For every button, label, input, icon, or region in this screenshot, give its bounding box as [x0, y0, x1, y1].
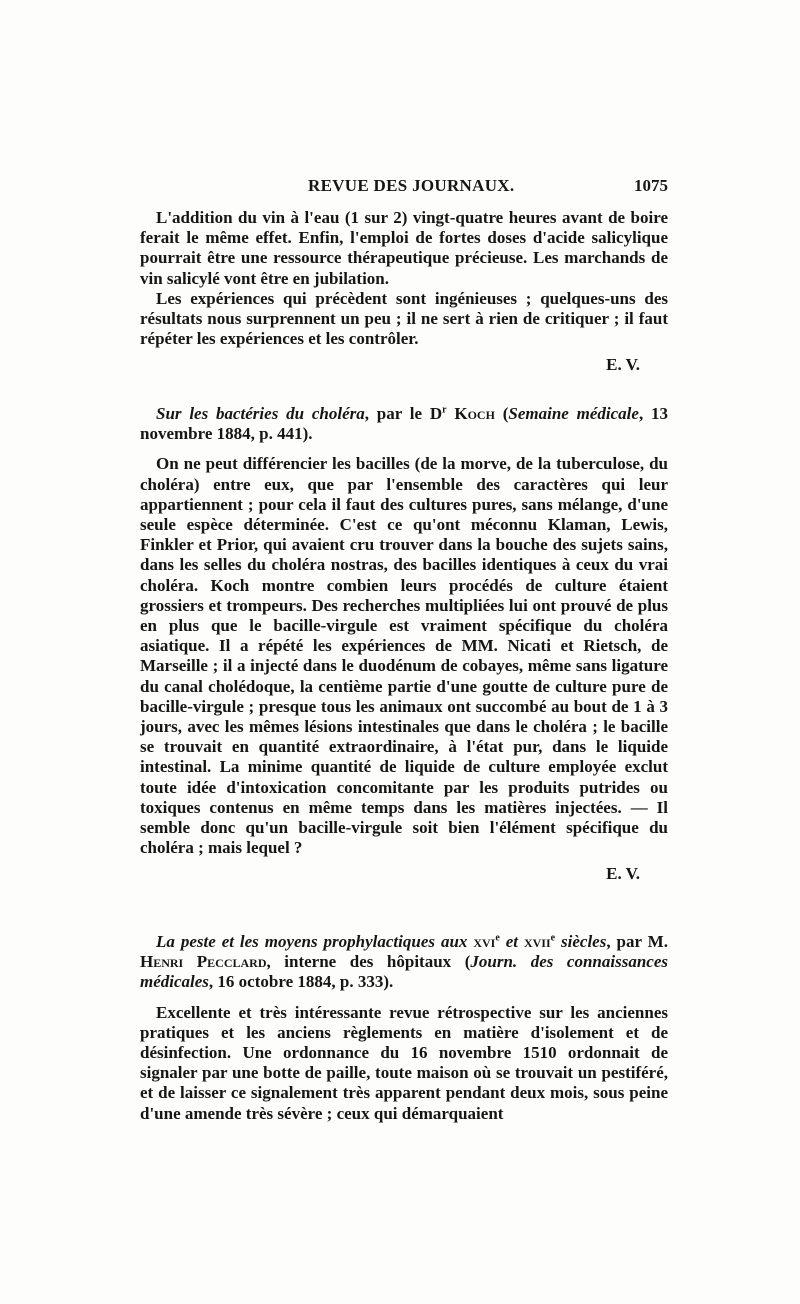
article-bacteries-cholera: [140, 404, 668, 885]
title-journal: Journ. des connaissances médicales: [140, 952, 668, 992]
title-sup-1: e: [495, 932, 500, 944]
title-author: Henri Pecclard: [140, 952, 267, 972]
title-by: , par M.: [606, 932, 668, 951]
title-sup-2: e: [550, 932, 556, 944]
title-by: , par le D: [364, 404, 443, 423]
page-header: [140, 176, 668, 200]
title-rest: , 13 novembre 1884, p. 441).: [140, 404, 668, 444]
article-peste: [140, 932, 668, 1124]
title-main: La peste et les moyens prophylactiques aux: [156, 932, 474, 951]
continued-article: [140, 208, 668, 376]
running-title: REVUE DES JOURNAUX.: [308, 176, 515, 195]
title-author: Koch: [446, 404, 495, 423]
paragraph: Les expériences qui précèdent sont ingénieuses ; quelques-uns des résultats nous surprennent un peu ; il ne sert à rien de critiquer ; il faut répéter les expériences et les contrôler.: [140, 288, 668, 349]
article-body: On ne peut différencier les bacilles (de la morve, de la tuberculose, du choléra) entre eux, que par l'ensemble des caractères qui leur appartiennent ; pour cela il faut des cultures pures, sans mélange, d'une seule espèce déterminée. C'est ce qu'ont méconnu Klaman, Lewis, Finkler et Prior, qui avaient cru trouver dans la bouche des sujets sains, dans les selles du choléra nostras, des bacilles identiques à ceux du vrai choléra. Koch montre combien leurs procédés de culture étaient grossiers et trompeurs. Des recherches multipliées lui ont prouvé de plus en plus que le bacille-virgule est vraiment spécifique du choléra asiatique. Il a répété les expériences de MM. Nicati et Rietsch, de Marseille ; il a injecté dans le duodénum de cobayes, même sans ligature du canal cholédoque, la centième partie d'une goutte de culture pure de bacille-virgule ; presque tous les animaux ont succombé au bout de 1 à 3 jours, avec les mêmes lésions intestinales que dans le choléra ; le bacille se trouvait en quantité extraordinaire, à l'état pur, dans le liquide intestinal. La minime quantité de liquide de culture employée exclut toute idée d'intoxication concomitante par les produits putrides ou toxiques contenus en même temps dans les matières injectées. — Il semble donc qu'un bacille-virgule soit bien l'élément spécifique du choléra ; mais lequel ?: [140, 454, 668, 858]
title-rest: , 16 octobre 1884, p. 333).: [208, 972, 394, 992]
title-century-1: xvi: [473, 932, 496, 951]
title-sup: r: [442, 404, 447, 416]
title-open: (: [494, 404, 509, 423]
paragraph: L'addition du vin à l'eau (1 sur 2) vingt-quatre heures avant de boire ferait le même effet. Enfin, l'emploi de fortes doses d'acide salicylique pourrait être une ressource thérapeutique précieuse. Les marchands de vin salicylé vont être en jubilation.: [140, 208, 668, 288]
article-title: [140, 404, 668, 444]
signature: E. V.: [606, 864, 640, 884]
title-century-2: xvii: [523, 932, 551, 951]
page-number: 1075: [634, 176, 668, 195]
title-et: et: [499, 932, 524, 951]
article-title: [140, 932, 668, 993]
title-journal: Semaine médicale: [508, 404, 639, 423]
article-body: Excellente et très intéressante revue rétrospective sur les anciennes pratiques et les anciens règlements en matière d'isolement et de désinfection. Une ordonnance du 16 novembre 1510 ordonnait de signaler par une botte de paille, toute maison où se trouvait un pestiféré, et de laisser ce signalement très apparent pendant deux mois, sous peine d'une amende très sévère ; ceux qui démarquaient: [140, 1002, 668, 1123]
title-main: Sur les bactéries du choléra: [156, 404, 365, 423]
title-siecles: siècles: [555, 932, 607, 951]
signature: E. V.: [606, 355, 640, 375]
title-mid: , interne des hôpitaux (: [266, 952, 471, 972]
